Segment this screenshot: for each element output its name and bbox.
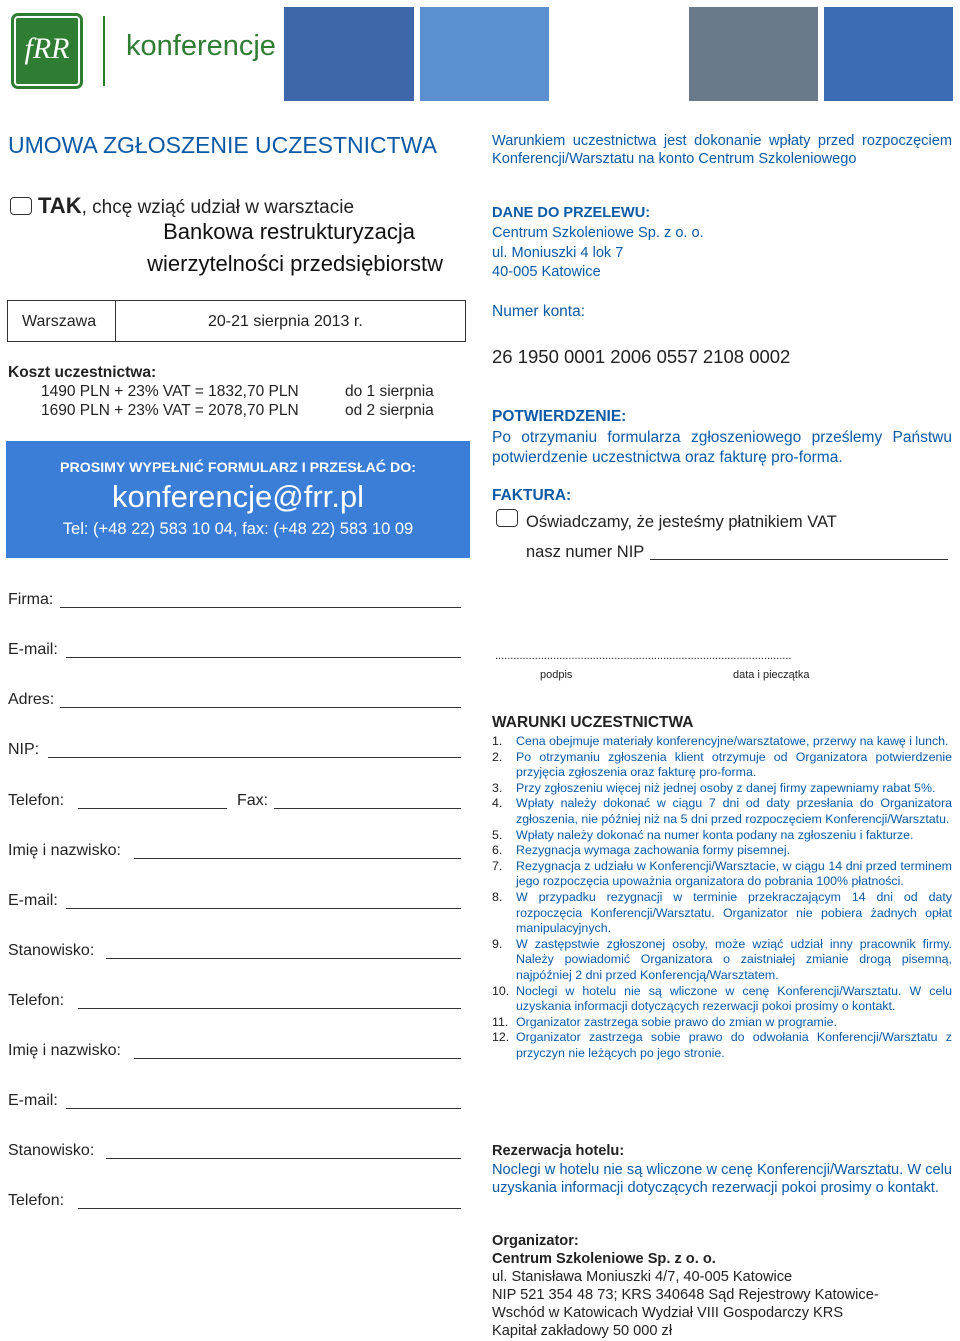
venue-divider: [115, 301, 116, 341]
condition-item: [492, 859, 952, 890]
organizer-name: Centrum Szkoleniowe Sp. z o. o.: [492, 1251, 716, 1267]
banner-tile-1: [284, 7, 414, 101]
email-field[interactable]: [66, 657, 461, 658]
send-heading: PROSIMY WYPEŁNIĆ FORMULARZ I PRZESŁAĆ DO:: [59, 460, 416, 476]
position-label-2: Stanowisko:: [8, 1142, 95, 1159]
transfer-street: ul. Moniuszki 4 lok 7: [492, 245, 624, 261]
condition-item: [492, 734, 952, 750]
signature-label: podpis: [540, 669, 573, 681]
nip-field[interactable]: [48, 757, 461, 758]
hotel-text: Noclegi w hotelu nie są wliczone w cenę Konferencji/Warsztatu. W celu uzyskania informacji dotyczących rezerwacji pokoi prosimy o kontakt.: [492, 1162, 952, 1197]
condition-text: Organizator zastrzega sobie prawo do odwołania Konferencji/Warsztatu z przyczyn nie leżących po jego stronie.: [516, 1030, 952, 1060]
condition-item: [492, 1030, 952, 1061]
hotel-heading: Rezerwacja hotelu:: [492, 1143, 625, 1159]
email-label: E-mail:: [8, 641, 58, 658]
condition-text: Przy zgłoszeniu więcej niż jednej osoby z danej firmy zapewniamy rabat 5%.: [516, 780, 936, 795]
phone-field[interactable]: [78, 808, 227, 809]
stamp-label: data i pieczątka: [733, 669, 810, 681]
condition-item: [492, 843, 952, 859]
phone-label-3: Telefon:: [8, 1192, 65, 1209]
contact-box: [6, 441, 470, 558]
price-early-deadline: do 1 sierpnia: [345, 383, 434, 400]
condition-number: 9.: [492, 936, 503, 951]
tak-label: TAK: [38, 193, 82, 218]
phone-field-2[interactable]: [78, 1008, 461, 1009]
condition-number: 1.: [492, 734, 503, 748]
condition-text: Rezygnacja z udziału w Konferencji/Warsztacie, w ciągu 14 dni przed terminem jego rozpoczęcia upoważnia organizatora do pobrania 100% płatności.: [516, 858, 952, 889]
condition-text: W przypadku rezygnacji w terminie przekraczającym 14 dni od daty rozpoczęcia Konferencji/Warsztatu. Organizator nie pobiera żadnych opłat manipulacyjnych.: [516, 889, 952, 936]
email-label-2: E-mail:: [8, 892, 58, 909]
condition-number: 6.: [492, 843, 503, 858]
condition-number: 7.: [492, 858, 503, 873]
banner-tile-3: [689, 7, 818, 101]
price-late: 1690 PLN + 23% VAT = 2078,70 PLN: [41, 402, 299, 419]
account-label: Numer konta:: [492, 303, 586, 320]
condition-item: [492, 937, 952, 984]
venue-table: [7, 300, 466, 342]
condition-text: Rezygnacja wymaga zachowania formy pisemnej.: [516, 843, 791, 858]
email-field-3[interactable]: [66, 1108, 461, 1109]
venue-city: Warszawa: [22, 313, 97, 330]
banner-tile-4: [824, 7, 953, 101]
nip-form-label: NIP:: [8, 741, 40, 758]
condition-number: 3.: [492, 780, 503, 795]
tak-line: [10, 193, 354, 219]
organizer-heading: Organizator:: [492, 1233, 579, 1249]
header: [0, 0, 960, 104]
venue-dates: 20-21 sierpnia 2013 r.: [208, 313, 363, 330]
condition-number: 4.: [492, 796, 503, 811]
company-label: Firma:: [8, 591, 54, 608]
email-label-3: E-mail:: [8, 1092, 58, 1109]
confirm-heading: POTWIERDZENIE:: [492, 408, 627, 425]
conditions-list: [492, 734, 952, 1061]
organizer-address: ul. Stanisława Moniuszki 4/7, 40-005 Katowice: [492, 1269, 793, 1285]
price-late-start: od 2 sierpnia: [345, 402, 434, 419]
organizer-registry-2: Wschód w Katowicach Wydział VIII Gospodarczy KRS: [492, 1305, 844, 1321]
logo-divider: [103, 16, 105, 86]
condition-text: Organizator zastrzega sobie prawo do zmian w programie.: [516, 1014, 837, 1029]
banner-tile-2: [420, 7, 549, 101]
email-field-2[interactable]: [66, 908, 461, 909]
fax-label: Fax:: [237, 792, 269, 809]
conditions-heading: WARUNKI UCZESTNICTWA: [492, 714, 694, 731]
condition-item: [492, 890, 952, 937]
payment-intro: Warunkiem uczestnictwa jest dokonanie wpłaty przed rozpoczęciem Konferencji/Warsztatu na konto Centrum Szkoleniowego: [492, 133, 952, 167]
signature-dots: .................................................................................................: [495, 650, 792, 662]
transfer-company: Centrum Szkoleniowe Sp. z o. o.: [492, 225, 704, 241]
condition-number: 11.: [492, 1014, 509, 1029]
nip-label: nasz numer NIP: [526, 543, 645, 561]
name-field-1[interactable]: [134, 858, 461, 859]
condition-item: [492, 984, 952, 1015]
transfer-heading: DANE DO PRZELEWU:: [492, 205, 651, 221]
phone-field-3[interactable]: [78, 1208, 461, 1209]
price-early: 1490 PLN + 23% VAT = 1832,70 PLN: [41, 383, 299, 400]
name-label-2: Imię i nazwisko:: [8, 1042, 121, 1059]
name-field-2[interactable]: [134, 1058, 461, 1059]
workshop-title-2: wierzytelności przedsiębiorstw: [147, 251, 443, 276]
phone-label: Telefon:: [8, 792, 65, 809]
position-field-2[interactable]: [106, 1158, 461, 1159]
condition-item: [492, 1015, 952, 1031]
logo-mark-text: fRR: [24, 32, 70, 65]
address-label: Adres:: [8, 691, 55, 708]
position-label-1: Stanowisko:: [8, 942, 95, 959]
organizer-capital: Kapitał zakładowy 50 000 zł: [492, 1323, 673, 1339]
address-field[interactable]: [60, 707, 461, 708]
transfer-city: 40-005 Katowice: [492, 264, 601, 280]
company-field[interactable]: [60, 607, 461, 608]
vat-statement: Oświadczamy, że jesteśmy płatnikiem VAT: [526, 513, 837, 531]
frr-logo-mark: [14, 16, 80, 86]
tak-text: , chcę wziąć udział w warsztacie: [81, 197, 355, 218]
condition-text: Cena obejmuje materiały konferencyjne/warsztatowe, przerwy na kawę i lunch.: [516, 734, 949, 748]
position-field-1[interactable]: [106, 958, 461, 959]
condition-text: Wpłaty należy dokonać w ciągu 7 dni od daty przesłania do Organizatora zgłoszenia, nie później niż na 5 dni przed rozpoczęciem Konferencji/Warsztatu.: [516, 796, 952, 826]
name-label-1: Imię i nazwisko:: [8, 842, 121, 859]
participation-checkbox[interactable]: [10, 197, 32, 215]
condition-number: 5.: [492, 827, 503, 842]
condition-item: [492, 781, 952, 797]
invoice-heading: FAKTURA:: [492, 487, 572, 504]
condition-number: 8.: [492, 889, 503, 904]
condition-number: 10.: [492, 983, 510, 998]
condition-item: [492, 828, 952, 844]
condition-number: 2.: [492, 749, 503, 764]
contact-phone: Tel: (+48 22) 583 10 04, fax: (+48 22) 583 10 09: [62, 520, 414, 538]
contact-email[interactable]: konferencje@frr.pl: [111, 479, 365, 514]
logo-wordmark: konferencje: [126, 30, 276, 62]
organizer-registry-1: NIP 521 354 48 73; KRS 340648 Sąd Rejestrowy Katowice-: [492, 1287, 879, 1303]
confirm-text: Po otrzymaniu formularza zgłoszeniowego prześlemy Państwu potwierdzenie uczestnictwa oraz fakturę pro-forma.: [492, 429, 952, 466]
fax-field[interactable]: [274, 808, 461, 809]
condition-text: Noclegi w hotelu nie są wliczone w cenę Konferencji/Warsztatu. W celu uzyskania informacji dotyczących rezerwacji pokoi prosimy o kontakt.: [516, 983, 952, 1014]
form-title: UMOWA ZGŁOSZENIE UCZESTNICTWA: [8, 132, 437, 158]
condition-number: 12.: [492, 1030, 510, 1045]
vat-checkbox[interactable]: [496, 509, 518, 527]
account-number: 26 1950 0001 2006 0557 2108 0002: [492, 346, 791, 367]
condition-text: Po otrzymaniu zgłoszenia klient otrzymuje od Organizatora potwierdzenie przyjęcia zgłoszenia oraz fakturę pro-forma.: [516, 749, 952, 780]
phone-label-2: Telefon:: [8, 992, 65, 1009]
cost-heading: Koszt uczestnictwa:: [8, 364, 157, 381]
workshop-title-1: Bankowa restrukturyzacja: [163, 219, 415, 244]
condition-text: W zastępstwie zgłoszonej osoby, może wziąć udział inny pracownik firmy. Należy powiadomić Organizatora o zaistniałej zmianie drogą pisemną, najpóźniej 2 dni przed Konferencją/Warsztatem.: [516, 936, 952, 982]
condition-text: Wpłaty należy dokonać na numer konta podany na zgłoszeniu i fakturze.: [516, 827, 914, 842]
nip-input-line[interactable]: [650, 559, 948, 560]
condition-item: [492, 750, 952, 781]
condition-item: [492, 796, 952, 827]
